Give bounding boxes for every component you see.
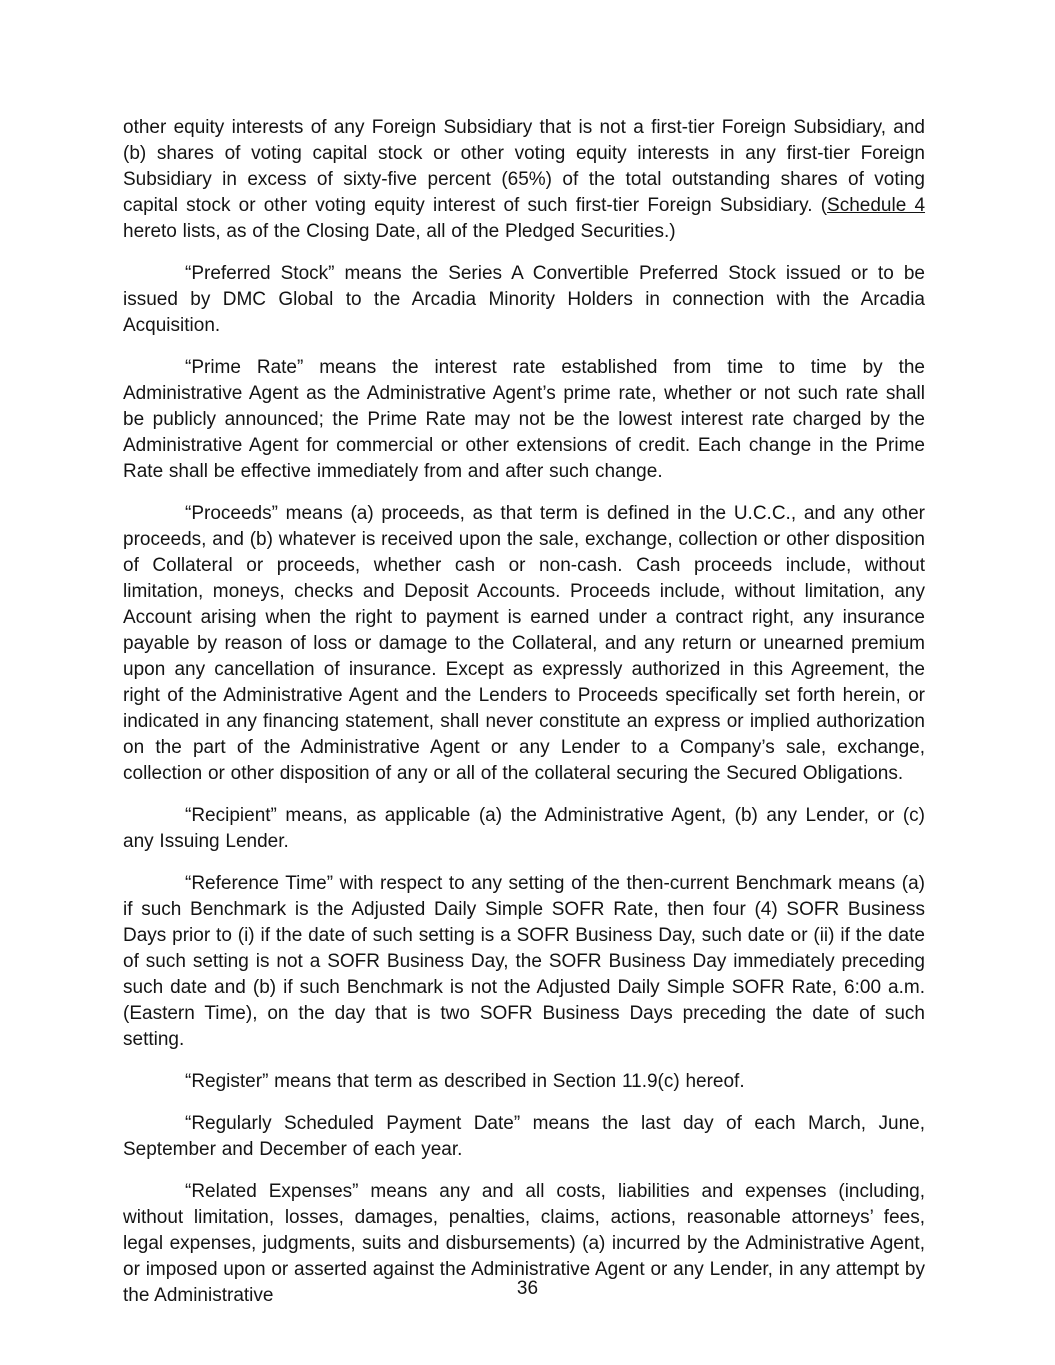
schedule-4-reference: Schedule 4 — [827, 195, 926, 216]
paragraph-text: “Preferred Stock” means the Series A Convertible Preferred Stock issued or to be issued by DMC Global to the Arcadia Minority Holders in connection with the Arcadia Acquisition. — [123, 263, 925, 336]
page-number: 36 — [516, 1278, 539, 1299]
paragraph-text: “Regularly Scheduled Payment Date” means the last day of each March, June, September and December of each year. — [123, 1113, 925, 1160]
paragraph-text: other equity interests of any Foreign Subsidiary that is not a first-tier Foreign Subsidiary, and (b) shares of voting capital stock or other voting equity interests in any first-tier Foreign Subsidiary in excess of sixty-five percent (65%) of the total outstanding shares of voting capital stock or other voting equity interest of such first-tier Foreign Subsidiary. ( — [123, 117, 925, 216]
paragraph-text: “Proceeds” means (a) proceeds, as that term is defined in the U.C.C., and any other proceeds, and (b) whatever is received upon the sale, exchange, collection or other disposition of Collateral or proceeds, whether cash or non-cash. Cash proceeds include, without limitation, moneys, checks and Deposit Accounts. Proceeds include, without limitation, any Account arising when the right to payment is earned under a contract right, any insurance payable by reason of loss or damage to the Collateral, and any return or unearned premium upon any cancellation of insurance. Except as expressly authorized in this Agreement, the right of the Administrative Agent and the Lenders to Proceeds specifically set forth herein, or indicated in any financing statement, shall never constitute an express or implied authorization on the part of the Administrative Agent or any Lender to a Company’s sale, exchange, collection or other disposition of any or all of the collateral securing the Secured Obligations. — [123, 503, 925, 784]
paragraph — [123, 1111, 925, 1163]
paragraph — [123, 803, 925, 855]
paragraph — [123, 501, 925, 787]
paragraph-text: “Reference Time” with respect to any setting of the then-current Benchmark means (a) if such Benchmark is the Adjusted Daily Simple SOFR Rate, then four (4) SOFR Business Days prior to (i) if the date of such setting is a SOFR Business Day, such date or (ii) if the date of such setting is not a SOFR Business Day, the SOFR Business Day immediately preceding such date and (b) if such Benchmark is not the Adjusted Daily Simple SOFR Rate, 6:00 a.m. (Eastern Time), on the day that is two SOFR Business Days preceding the date of such setting. — [123, 873, 925, 1050]
paragraph — [123, 261, 925, 339]
paragraph-text: “Related Expenses” means any and all costs, liabilities and expenses (including, without limitation, losses, damages, penalties, claims, actions, reasonable attorneys’ fees, legal expenses, judgments, suits and disbursements) (a) incurred by the Administrative Agent, or imposed upon or asserted against the Administrative Agent or any Lender, in any attempt by the Administrative — [123, 1181, 925, 1306]
paragraph-text: “Prime Rate” means the interest rate established from time to time by the Administrative Agent as the Administrative Agent’s prime rate, whether or not such rate shall be publicly announced; the Prime Rate may not be the lowest interest rate charged by the Administrative Agent for commercial or other extensions of credit. Each change in the Prime Rate shall be effective immediately from and after such change. — [123, 357, 925, 482]
document-body — [123, 115, 925, 1309]
paragraph — [123, 355, 925, 485]
paragraph-text: hereto lists, as of the Closing Date, all of the Pledged Securities.) — [123, 221, 676, 242]
paragraph — [123, 871, 925, 1053]
paragraph — [123, 115, 925, 245]
paragraph-text: “Register” means that term as described in Section 11.9(c) hereof. — [185, 1071, 745, 1092]
paragraph-text: “Recipient” means, as applicable (a) the Administrative Agent, (b) any Lender, or (c) any Issuing Lender. — [123, 805, 925, 852]
paragraph — [123, 1069, 925, 1095]
